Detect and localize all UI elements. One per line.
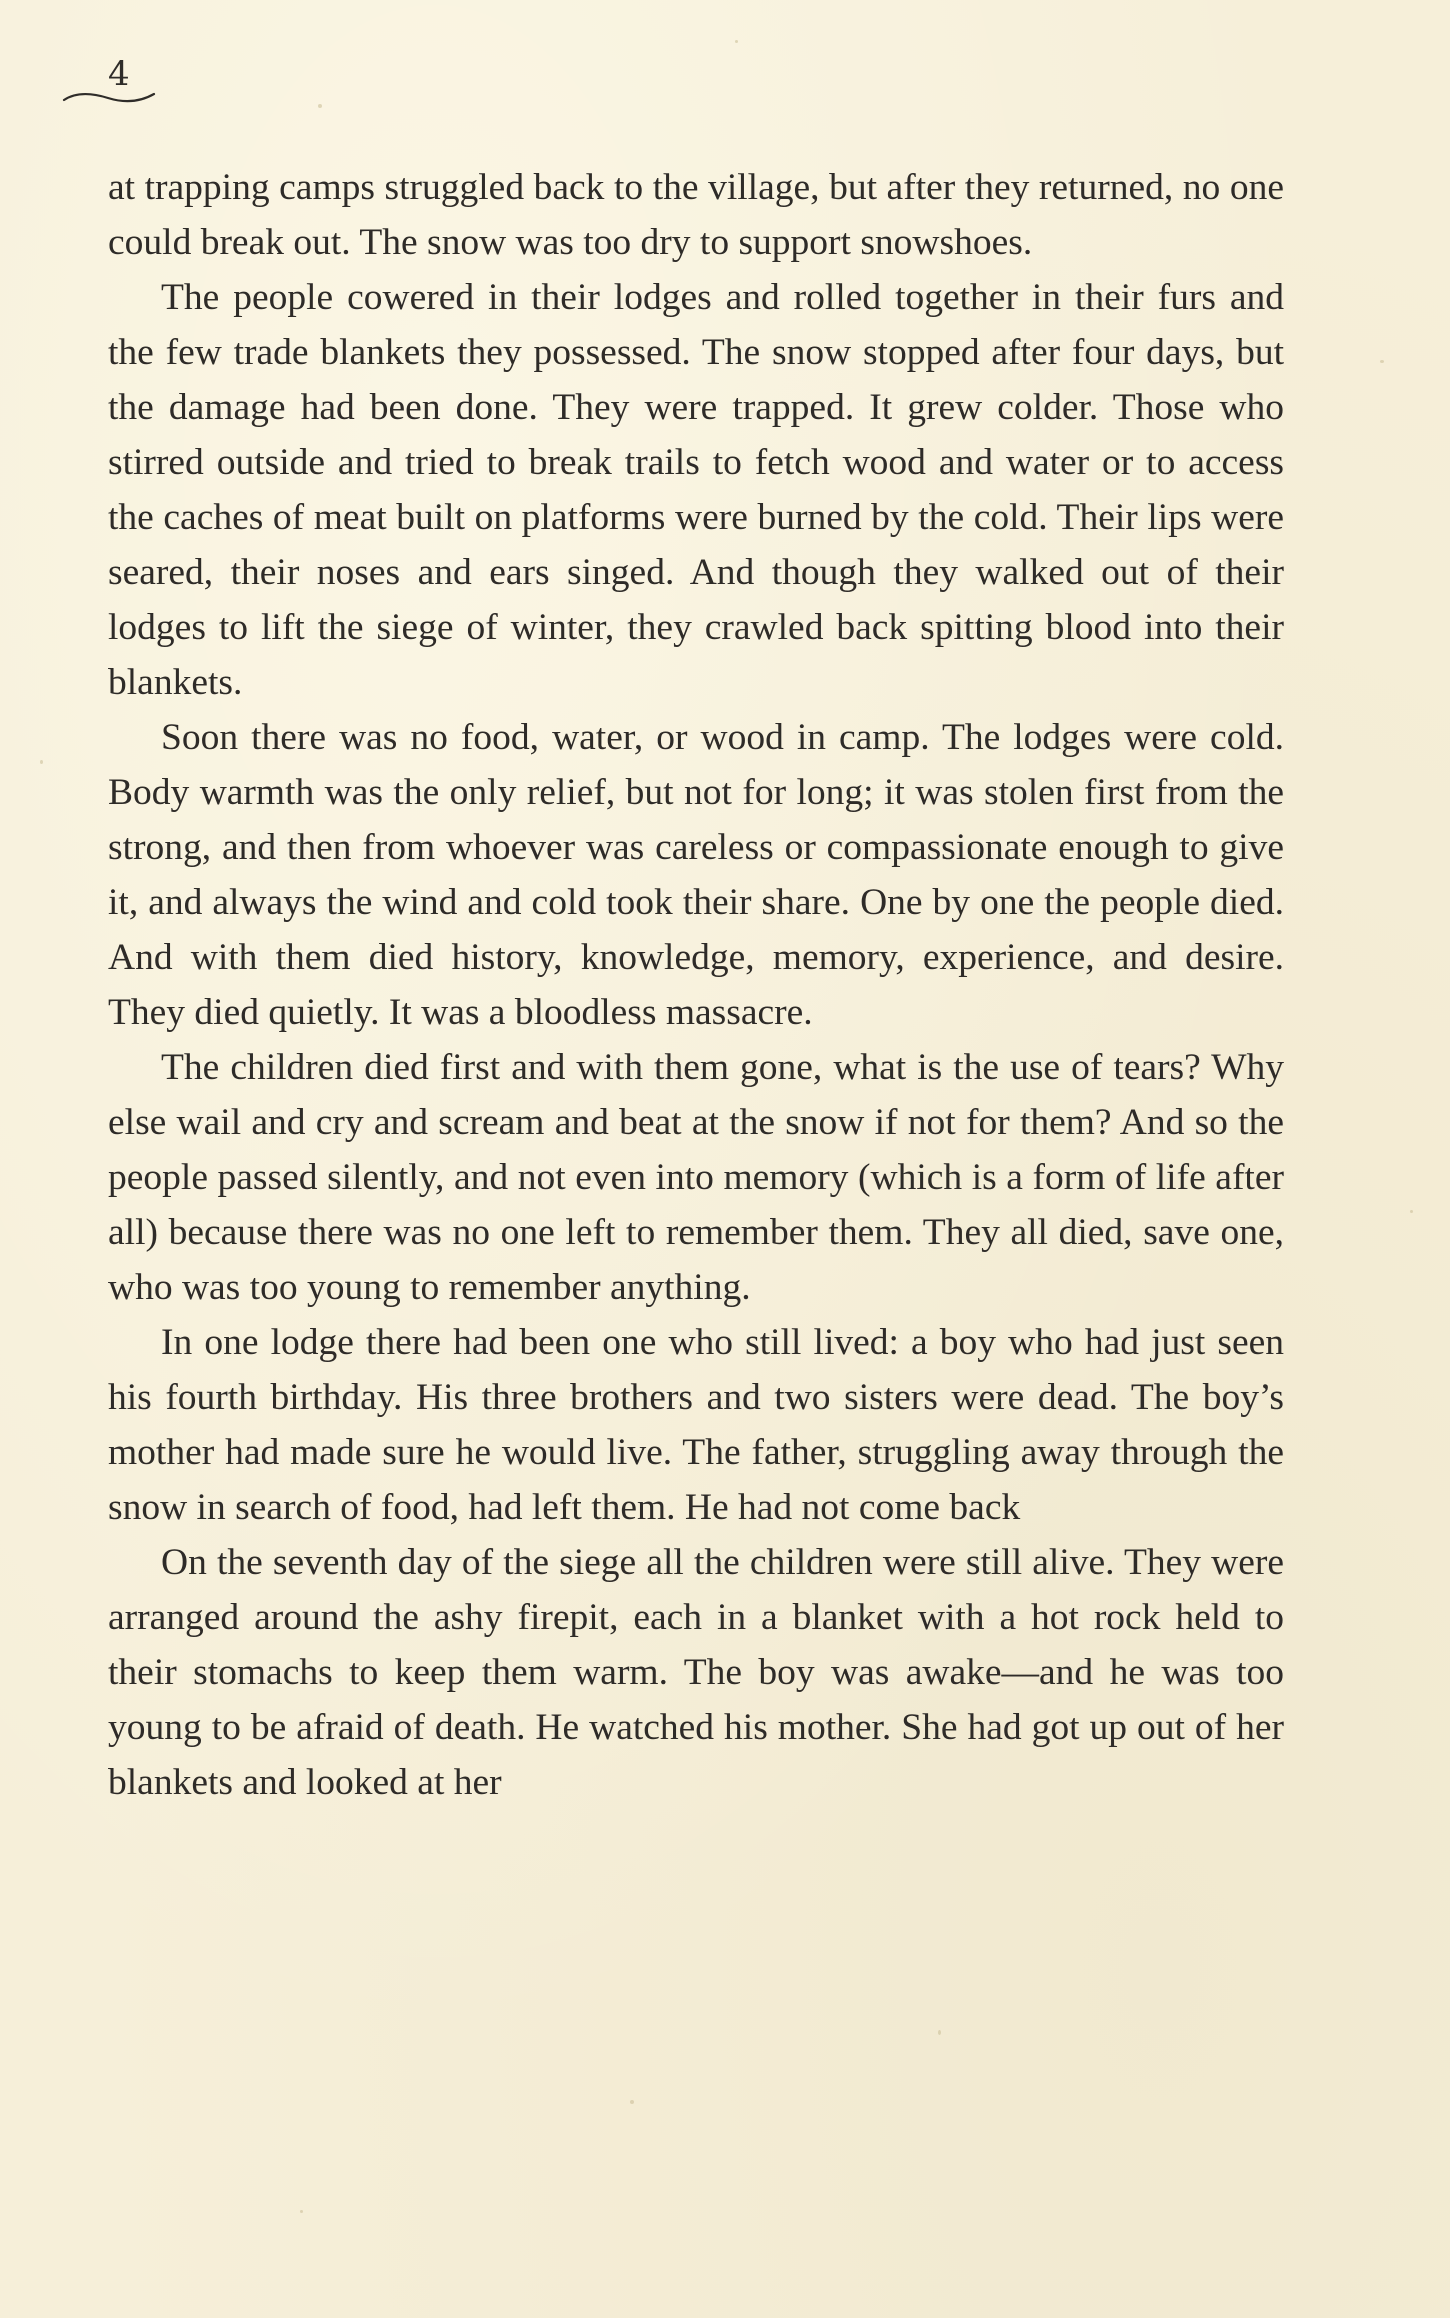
body-text (108, 160, 1284, 1810)
paragraph: The people cowered in their lodges and rolled together in their furs and the few trade blankets they possessed. The snow stopped after four days, but the damage had been done. They were trapped. It grew colder. Those who stirred outside and tried to break trails to fetch wood and water or to access the caches of meat built on platforms were burned by the cold. Their lips were seared, their noses and ears singed. And though they walked out of their lodges to lift the siege of winter, they crawled back spitting blood into their blankets. (108, 277, 1284, 703)
paper-speck (735, 40, 738, 43)
paper-speck (40, 760, 43, 764)
paragraph-continued: at trapping camps struggled back to the village, but after they returned, no one could break out. The snow was too dry to support snowshoes. (108, 167, 1284, 263)
paragraph: The children died first and with them gone, what is the use of tears? Why else wail and cry and scream and beat at the snow if not for them? And so the people passed silently, and not even into memory (which is a form of life after all) because there was no one left to remember them. They all died, save one, who was too young to remember anything. (108, 1047, 1284, 1308)
page-number-swash-ornament (62, 90, 156, 106)
paragraph: On the seventh day of the siege all the children were still alive. They were arranged around the ashy firepit, each in a blanket with a hot rock held to their stomachs to keep them warm. The boy was awake—and he was too young to be afraid of death. He watched his mother. She had got up out of her blankets and looked at her (108, 1542, 1284, 1803)
paper-speck (318, 104, 322, 108)
paragraph: In one lodge there had been one who still lived: a boy who had just seen his fourth birthday. His three brothers and two sisters were dead. The boy’s mother had made sure he would live. The father, struggling away through the snow in search of food, had left them. He had not come back (108, 1322, 1284, 1528)
paper-speck (300, 2210, 303, 2213)
paper-speck (938, 2030, 941, 2035)
paper-speck (1380, 360, 1384, 363)
paper-speck (630, 2100, 634, 2104)
page-number: 4 (108, 54, 130, 94)
paper-speck (1410, 1210, 1413, 1213)
page-number-group (62, 52, 172, 112)
paragraph: Soon there was no food, water, or wood in camp. The lodges were cold. Body warmth was the only relief, but not for long; it was stolen first from the strong, and then from whoever was careless or compassionate enough to give it, and always the wind and cold took their share. One by one the people died. And with them died history, knowledge, memory, experience, and desire. They died quietly. It was a bloodless massacre. (108, 717, 1284, 1033)
